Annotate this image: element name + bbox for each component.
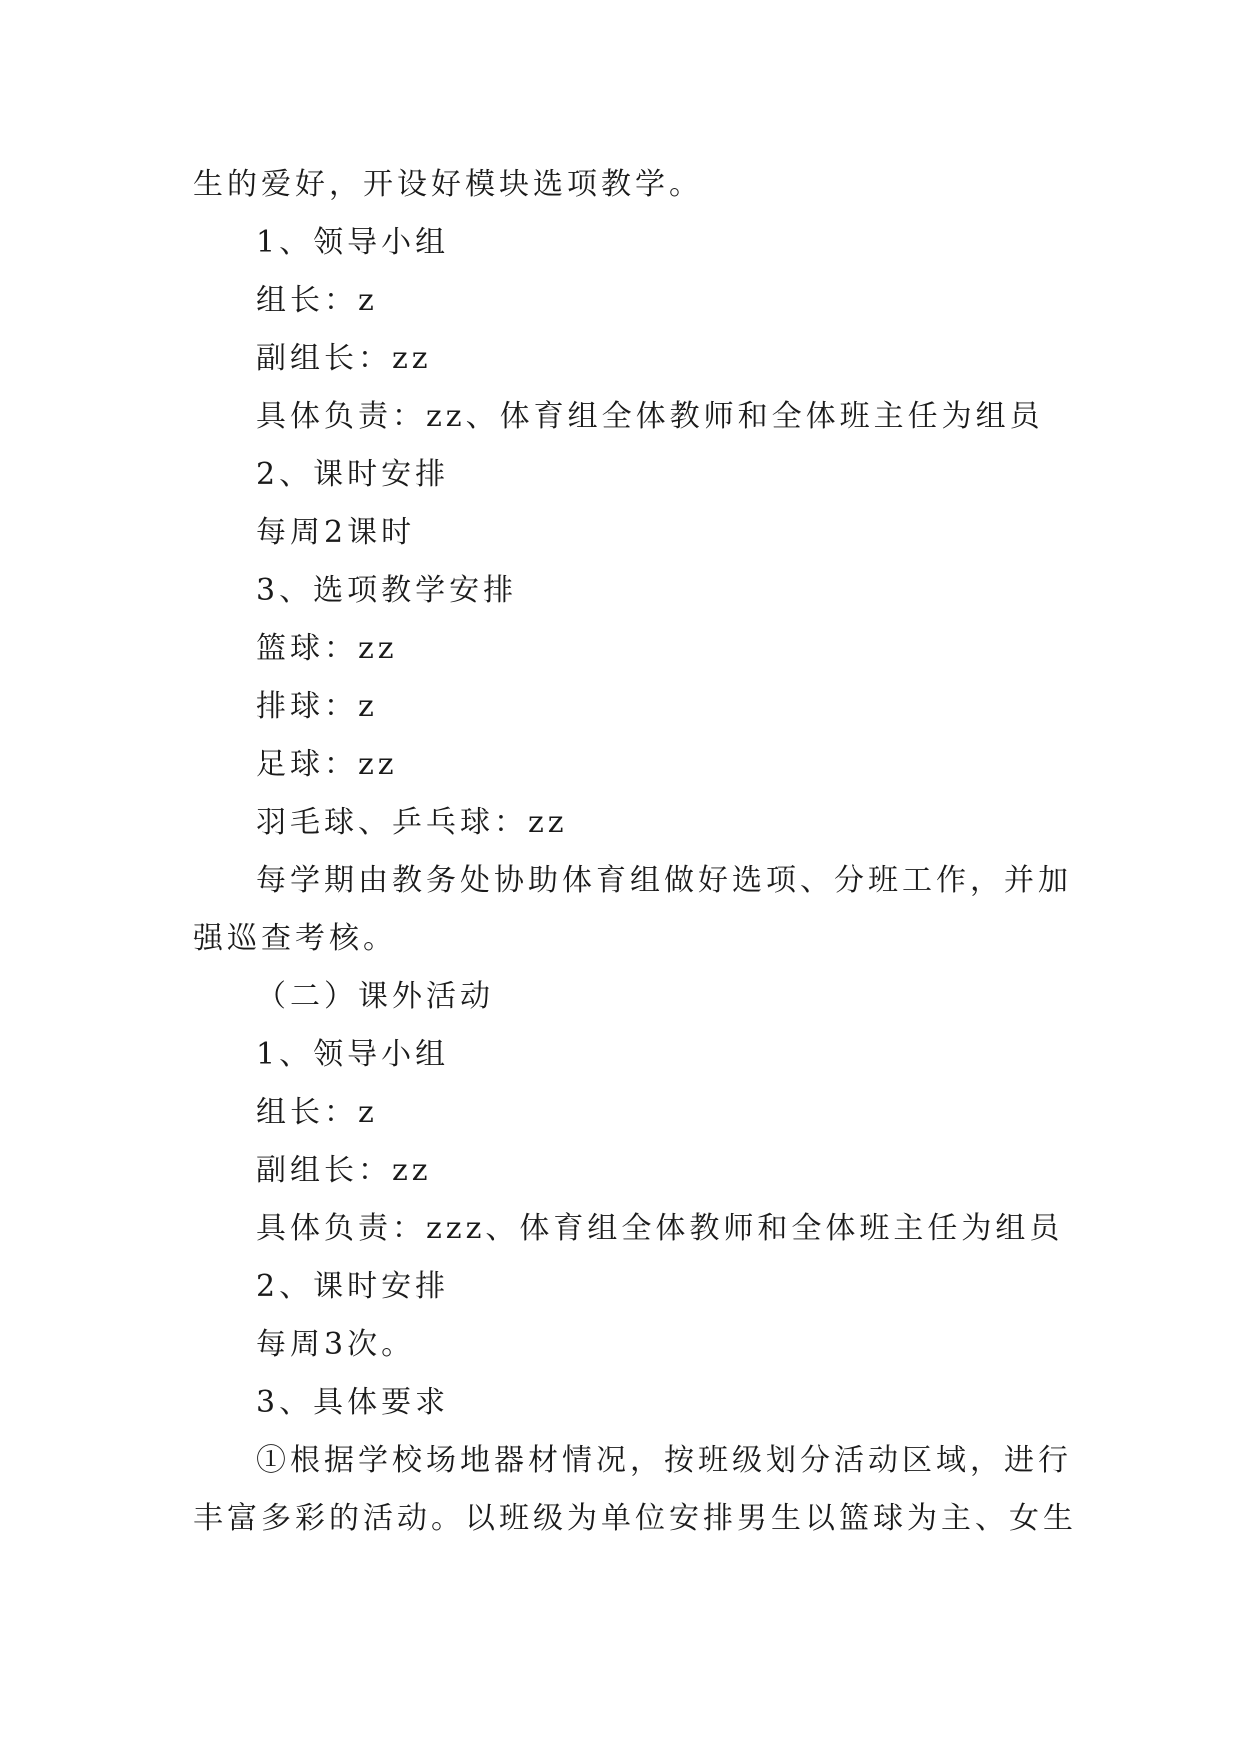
- paragraph-line: 生的爱好，开设好模块选项教学。: [193, 167, 703, 202]
- paragraph-line: 组长：z: [256, 283, 378, 318]
- section-heading: 2、课时安排: [256, 1269, 450, 1304]
- paragraph-line: 副组长：zz: [256, 1153, 432, 1188]
- paragraph-line: 排球：z: [256, 689, 378, 724]
- paragraph-line: 组长：z: [256, 1095, 378, 1130]
- paragraph-line: 具体负责：zzz、体育组全体教师和全体班主任为组员: [256, 1211, 1064, 1246]
- paragraph-line: 每周3次。: [256, 1327, 416, 1362]
- section-heading: （二）课外活动: [256, 979, 494, 1014]
- paragraph-line: 篮球：zz: [256, 631, 398, 666]
- section-heading: 3、选项教学安排: [256, 573, 518, 608]
- paragraph-line: 具体负责：zz、体育组全体教师和全体班主任为组员: [256, 399, 1044, 434]
- section-heading: 1、领导小组: [256, 225, 450, 260]
- paragraph-line: 羽毛球、乒乓球：zz: [256, 805, 568, 840]
- paragraph-line: 副组长：zz: [256, 341, 432, 376]
- section-heading: 1、领导小组: [256, 1037, 450, 1072]
- section-heading: 2、课时安排: [256, 457, 450, 492]
- paragraph-line: 足球：zz: [256, 747, 398, 782]
- paragraph-line: 强巡查考核。: [193, 921, 397, 956]
- paragraph-line: 每学期由教务处协助体育组做好选项、分班工作，并加: [256, 863, 1072, 898]
- paragraph-line: 每周2课时: [256, 515, 416, 550]
- section-heading: 3、具体要求: [256, 1385, 450, 1420]
- paragraph-line: ①根据学校场地器材情况，按班级划分活动区域，进行: [256, 1443, 1072, 1478]
- paragraph-line: 丰富多彩的活动。以班级为单位安排男生以篮球为主、女生: [193, 1501, 1077, 1536]
